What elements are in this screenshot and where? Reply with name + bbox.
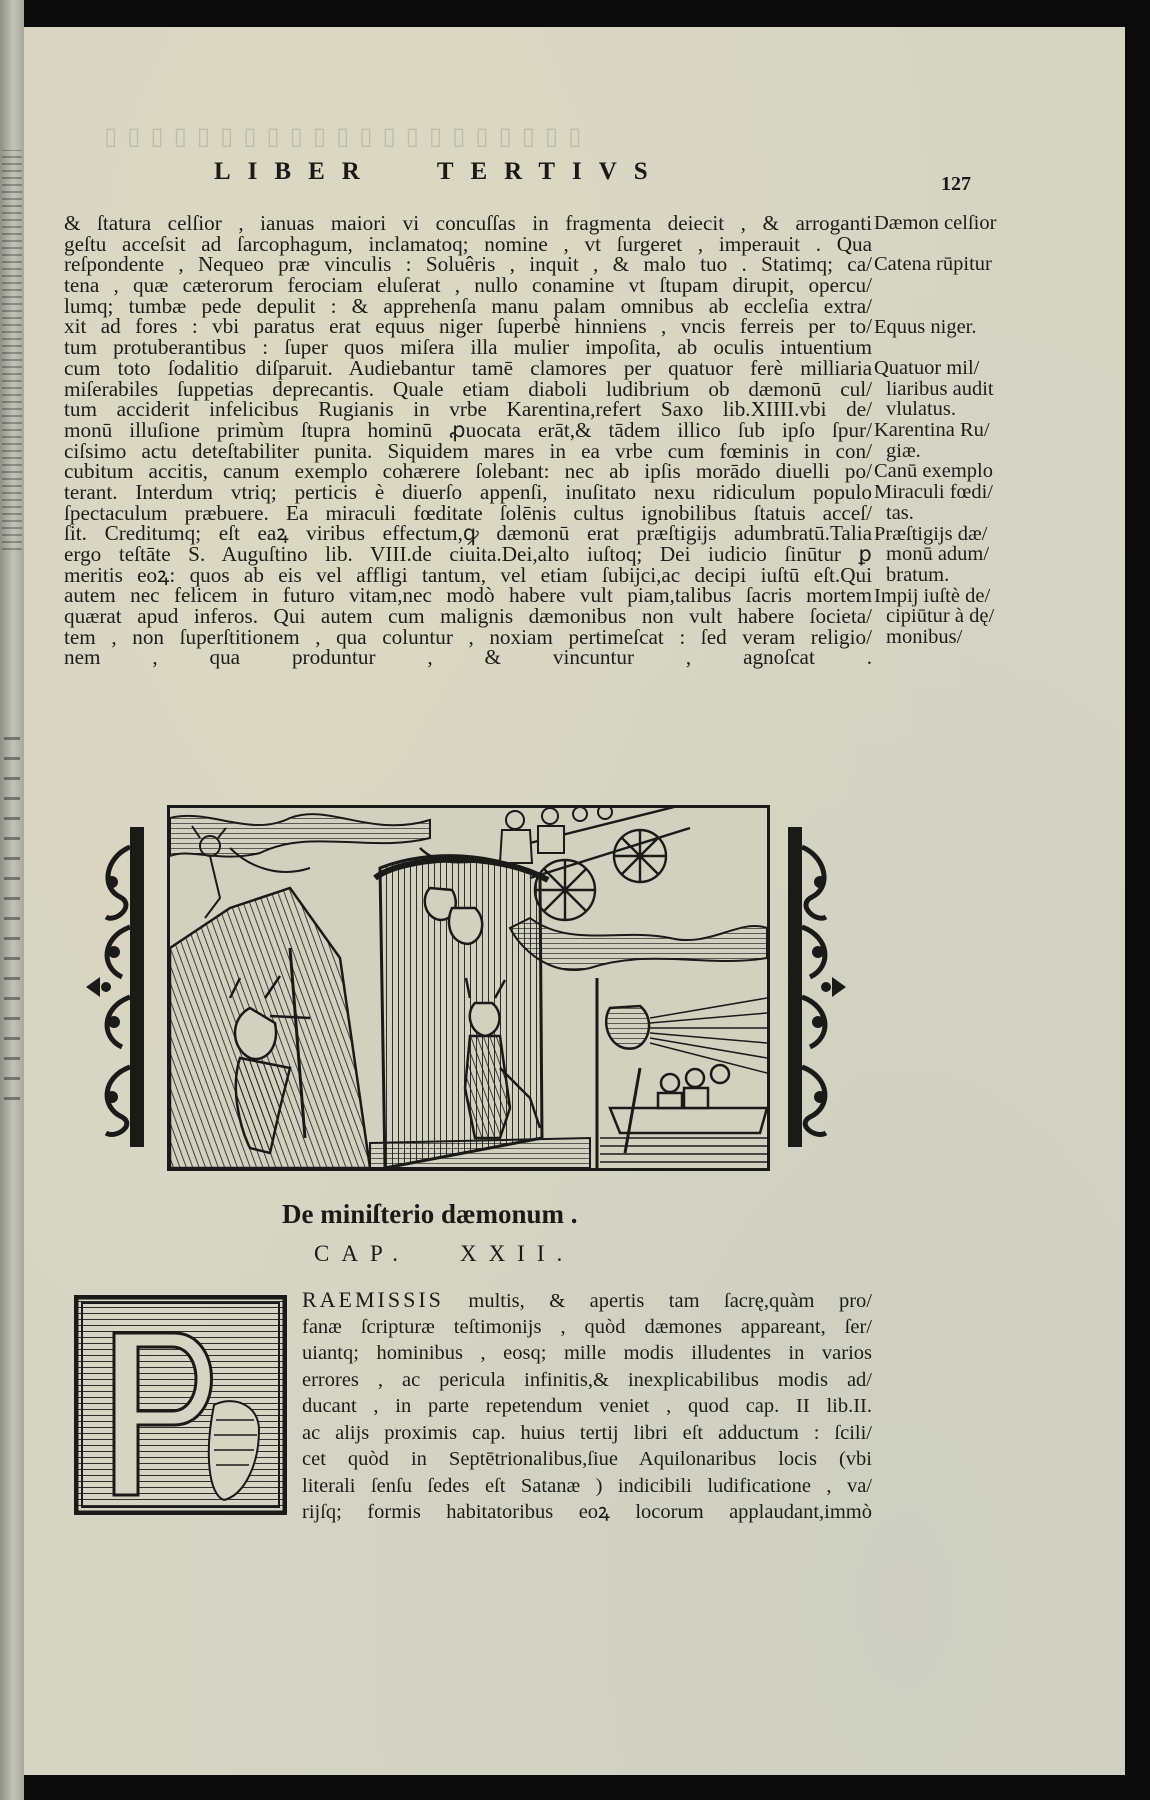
margin-note <box>874 420 990 461</box>
margin-note <box>874 461 993 482</box>
margin-note <box>874 524 989 586</box>
margin-note-line: giæ. <box>886 439 921 462</box>
text-line: tum acciderit infelicibus Rugianis in vrbe Karentina,refert Saxo lib.XIIII.vbi de/ <box>64 397 872 422</box>
chapter-text-line <box>302 1420 872 1447</box>
chapter-text-block <box>302 1287 872 1526</box>
running-head <box>214 158 774 186</box>
adjacent-page-text <box>4 720 20 1100</box>
text-line: xit ad fores : vbi paratus erat equus niger ſuperbè hinniens , vncis ferreis per to/ <box>64 314 872 339</box>
woodcut-frame <box>167 805 770 1171</box>
adjacent-page-edge <box>0 0 24 1800</box>
chapter-text-line <box>302 1314 872 1341</box>
cloud-under-chariot <box>510 918 767 970</box>
margin-note-line: Quatuor mil/ <box>874 356 980 379</box>
chapter-text-line <box>302 1499 872 1526</box>
margin-note-line: Karentina Ru/ <box>874 419 990 441</box>
running-head-right: TERTIVS <box>436 158 665 185</box>
book-page <box>24 27 1125 1775</box>
margin-note-line: bratum. <box>886 563 950 586</box>
chariot-riders <box>500 808 612 863</box>
chapter-text-line <box>302 1393 872 1420</box>
chapter-text-content: multis, & apertis tam ſacrę,quàm pro/ <box>443 1290 872 1312</box>
text-line: meritis eoꝝ: quos ab eis vel affligi tantum, vel etiam ſubijci,ac decipi iuſtū eſt.Qui <box>64 562 872 587</box>
margin-note <box>874 358 994 420</box>
chapter-text-content: cet quòd in Septētrionalibus,ſiue Aquilonaribus locis (vbi <box>302 1448 872 1470</box>
text-line: tum protuberantibus : ſuper quos miſera illa mulier impoſita, ab oculis intuentium <box>64 335 872 360</box>
margin-note-line: monibus/ <box>886 626 963 648</box>
text-line: lumq; tumbæ pede depulit : & apprehenſa manu palam omnibus ab eccleſia extra/ <box>64 293 872 318</box>
chapter-text-content: rijſq; formis habitatoribus eoꝝ locorum applaudant,immò <box>302 1501 872 1523</box>
chapter-label: CAP. <box>314 1241 410 1266</box>
chapter-heading <box>314 1241 574 1267</box>
text-line: monū illuſione primùm ſtupra hominū ꝓuocata erāt,& tādem illico ſub ipſo ſpur/ <box>64 417 872 442</box>
margin-note-line: Impij iuſtè de/ <box>874 584 991 607</box>
cage-structure <box>380 856 542 1168</box>
text-line: ergo teſtāte S. Auguſtino lib. VIII.de ciuita.Dei,alto iuſtoq; Dei iudicio ſinūtur ꝑ <box>64 542 872 566</box>
chapter-text-line <box>302 1287 872 1314</box>
chapter-text-content: uiantq; hominibus , eosq; mille modis illudentes in varios <box>302 1342 872 1364</box>
page-number: 127 <box>941 173 971 195</box>
text-line: ciſsimo actu deteſtabiliter punita. Siquidem mares in ea vrbe cum fœminis in con/ <box>64 438 872 463</box>
chapter-text-line <box>302 1367 872 1394</box>
woodcut-scene <box>170 808 767 1168</box>
margin-note <box>874 586 994 648</box>
chapter-text-content: fanæ ſcripturæ teſtimonijs , quòd dæmones appareant, ſer/ <box>302 1315 872 1338</box>
text-line: geſtu acceſsit ad ſarcophagum, inclamatoq; nomine , vt ſurgeret , imperauit . Qua <box>64 231 872 256</box>
wind-head <box>606 1006 649 1049</box>
text-line: terant. Interdum vtriq; perticis è diuerſo appenſi, inuſitato nexu ridiculum populo <box>64 479 872 504</box>
text-line: tena , quæ cæterorum ferociam eluſerat , nullo conamine vt ſtupam dirupit, opercu/ <box>64 273 872 298</box>
ornamental-border-left <box>86 827 164 1147</box>
margin-note-line: Miraculi fœdi/ <box>874 481 993 504</box>
chapter-text-line <box>302 1446 872 1473</box>
bleed-through: ▯▯▯▯▯▯▯▯▯▯▯▯▯▯▯▯▯▯▯▯▯ <box>94 122 582 150</box>
adjacent-page-illustration <box>2 150 22 550</box>
text-line: & ſtatura celſior , ianuas maiori vi concuſſas in fragmenta deiecit , & arroganti <box>64 211 872 235</box>
wind-rays <box>650 998 767 1073</box>
text-line: ſpectaculum præbuere. Ea miraculi fœditate ſolēnis cultus ignobilibus ſtatuis acceſ/ <box>64 500 872 525</box>
margin-note <box>874 482 993 523</box>
decorated-initial-p <box>74 1295 287 1515</box>
text-line: tem , non ſuperſtitionem , qua coluntur , noxiam pertimeſcat : ſed veram religio/ <box>64 624 872 649</box>
chapter-text-content: errores , ac pericula infinitis,& inexplicabilibus modis ad/ <box>302 1368 872 1391</box>
chapter-number: XXII. <box>459 1241 575 1266</box>
main-text-block <box>64 213 872 668</box>
margin-note-line: liaribus audit <box>886 377 994 400</box>
text-line: miſerabiles ſuppetias deprecantis. Quale etiam diaboli ludibrium ob dæmonū cul/ <box>64 376 872 401</box>
margin-note <box>874 254 992 275</box>
margin-note-line: Equus niger. <box>874 315 977 338</box>
woodcut-illustration <box>86 797 861 1169</box>
illustration-caption: De miniſterio dæmonum . <box>282 1199 578 1229</box>
chapter-text-line <box>302 1340 872 1367</box>
chapter-text-content: ducant , in parte repetendum veniet , quod cap. II lib.II. <box>302 1395 872 1417</box>
margin-note-line: cipiūtur à dę/ <box>886 605 995 628</box>
margin-note-line: Dæmon celſior <box>874 212 997 234</box>
text-line: reſpondente , Nequeo præ vinculis : Soluêris , inquit , & malo tuo . Statimq; ca/ <box>64 252 872 277</box>
text-line: cubitum accitis, canum exemplo cohærere ſolebant: nec ab ipſis morādo diuelli po/ <box>64 459 872 484</box>
margin-note <box>874 213 996 234</box>
opening-capitals: RAEMISSIS <box>302 1287 444 1312</box>
running-head-left: LIBER <box>214 158 377 185</box>
text-line: autem nec felicem in futuro vitam,nec modò habere vult piam,talibus ſacris mortem <box>64 583 872 608</box>
margin-note <box>874 317 977 338</box>
margin-note-line: Canū exemplo <box>874 460 993 483</box>
text-line: quærat apud inferos. Qui autem cum malignis dæmonibus non vult habere ſocieta/ <box>64 604 872 629</box>
boat-with-passengers <box>610 1065 767 1153</box>
text-line: nem , qua produntur , & vincuntur , agnoſcat . <box>64 645 872 670</box>
margin-note-line: Catena rūpitur <box>874 253 992 276</box>
text-line: cum toto ſodalitio diſparuit. Audiebantur tamē clamores per quatuor ferè milliaria <box>64 355 872 380</box>
margin-note-line: vlulatus. <box>886 398 957 421</box>
margin-note-line: Præſtigijs dæ/ <box>874 522 988 545</box>
chapter-text-content: ac alijs proximis cap. huius tertij libri eſt adductum : ſcili/ <box>302 1421 872 1444</box>
text-line: ſit. Creditumq; eſt eaꝝ viribus effectum,ꝙ dæmonū erat præſtigijs adumbratū.Talia <box>64 521 872 546</box>
chapter-text-content: literali ſenſu ſedes eſt Satanæ ) indicibili ludificatione , va/ <box>302 1474 872 1497</box>
margin-note-line: tas. <box>886 501 914 524</box>
ornamental-border-right <box>768 827 846 1147</box>
chapter-text-line <box>302 1473 872 1500</box>
margin-note-line: monū adum/ <box>886 543 990 566</box>
